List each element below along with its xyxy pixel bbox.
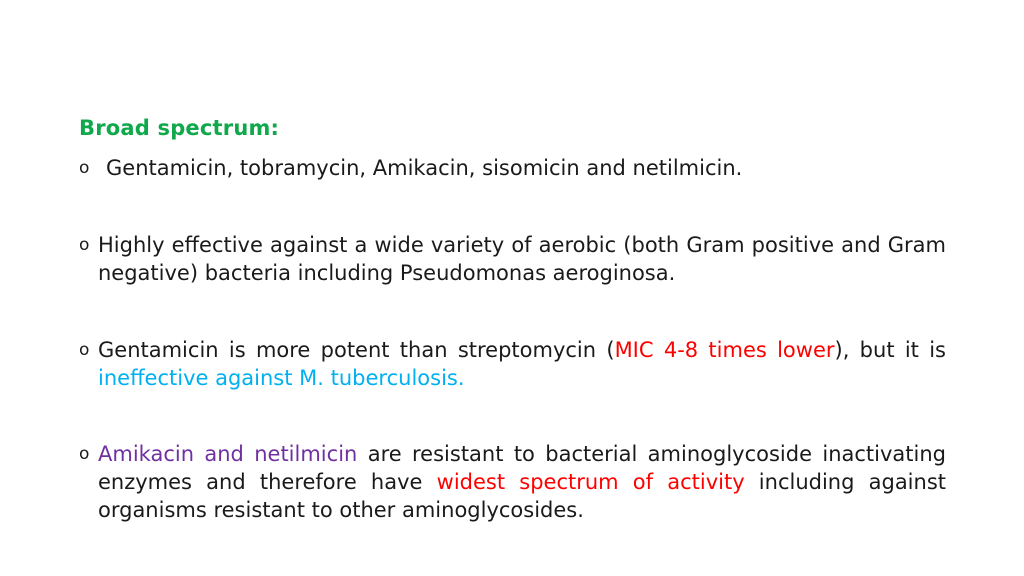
bullet-text-part: are resistant to bacterial aminoglycoside inactivating enzymes and therefore have xyxy=(98,442,946,494)
highlight-mic: MIC 4-8 times lower xyxy=(614,338,835,362)
bullet-item-1 xyxy=(79,154,946,182)
bullet-marker: o xyxy=(79,158,90,178)
bullet-item-2 xyxy=(79,231,946,287)
bullet-item-4 xyxy=(79,440,946,524)
bullet-text-part: ), but it is xyxy=(834,338,946,362)
bullet-text-part: Gentamicin is more potent than streptomycin ( xyxy=(98,338,615,362)
bullet-text-part: including against organisms resistant to other aminoglycosides. xyxy=(98,470,947,522)
section-heading: Broad spectrum: xyxy=(79,116,280,140)
bullet-text: Gentamicin, tobramycin, Amikacin, sisomicin and netilmicin. xyxy=(106,156,743,180)
bullet-marker: o xyxy=(79,444,90,464)
bullet-text xyxy=(98,336,946,392)
bullet-item-3 xyxy=(79,336,946,392)
bullet-marker: o xyxy=(79,235,90,255)
bullet-text: Highly effective against a wide variety of aerobic (both Gram positive and Gram negative) bacteria including Pseudomonas aeroginosa. xyxy=(98,233,946,285)
highlight-drug-names: Amikacin and netilmicin xyxy=(98,442,358,466)
bullet-text xyxy=(98,440,946,524)
highlight-spectrum: widest spectrum of activity xyxy=(436,470,745,494)
highlight-tuberculosis: ineffective against M. tuberculosis. xyxy=(98,366,465,390)
bullet-marker: o xyxy=(79,340,90,360)
